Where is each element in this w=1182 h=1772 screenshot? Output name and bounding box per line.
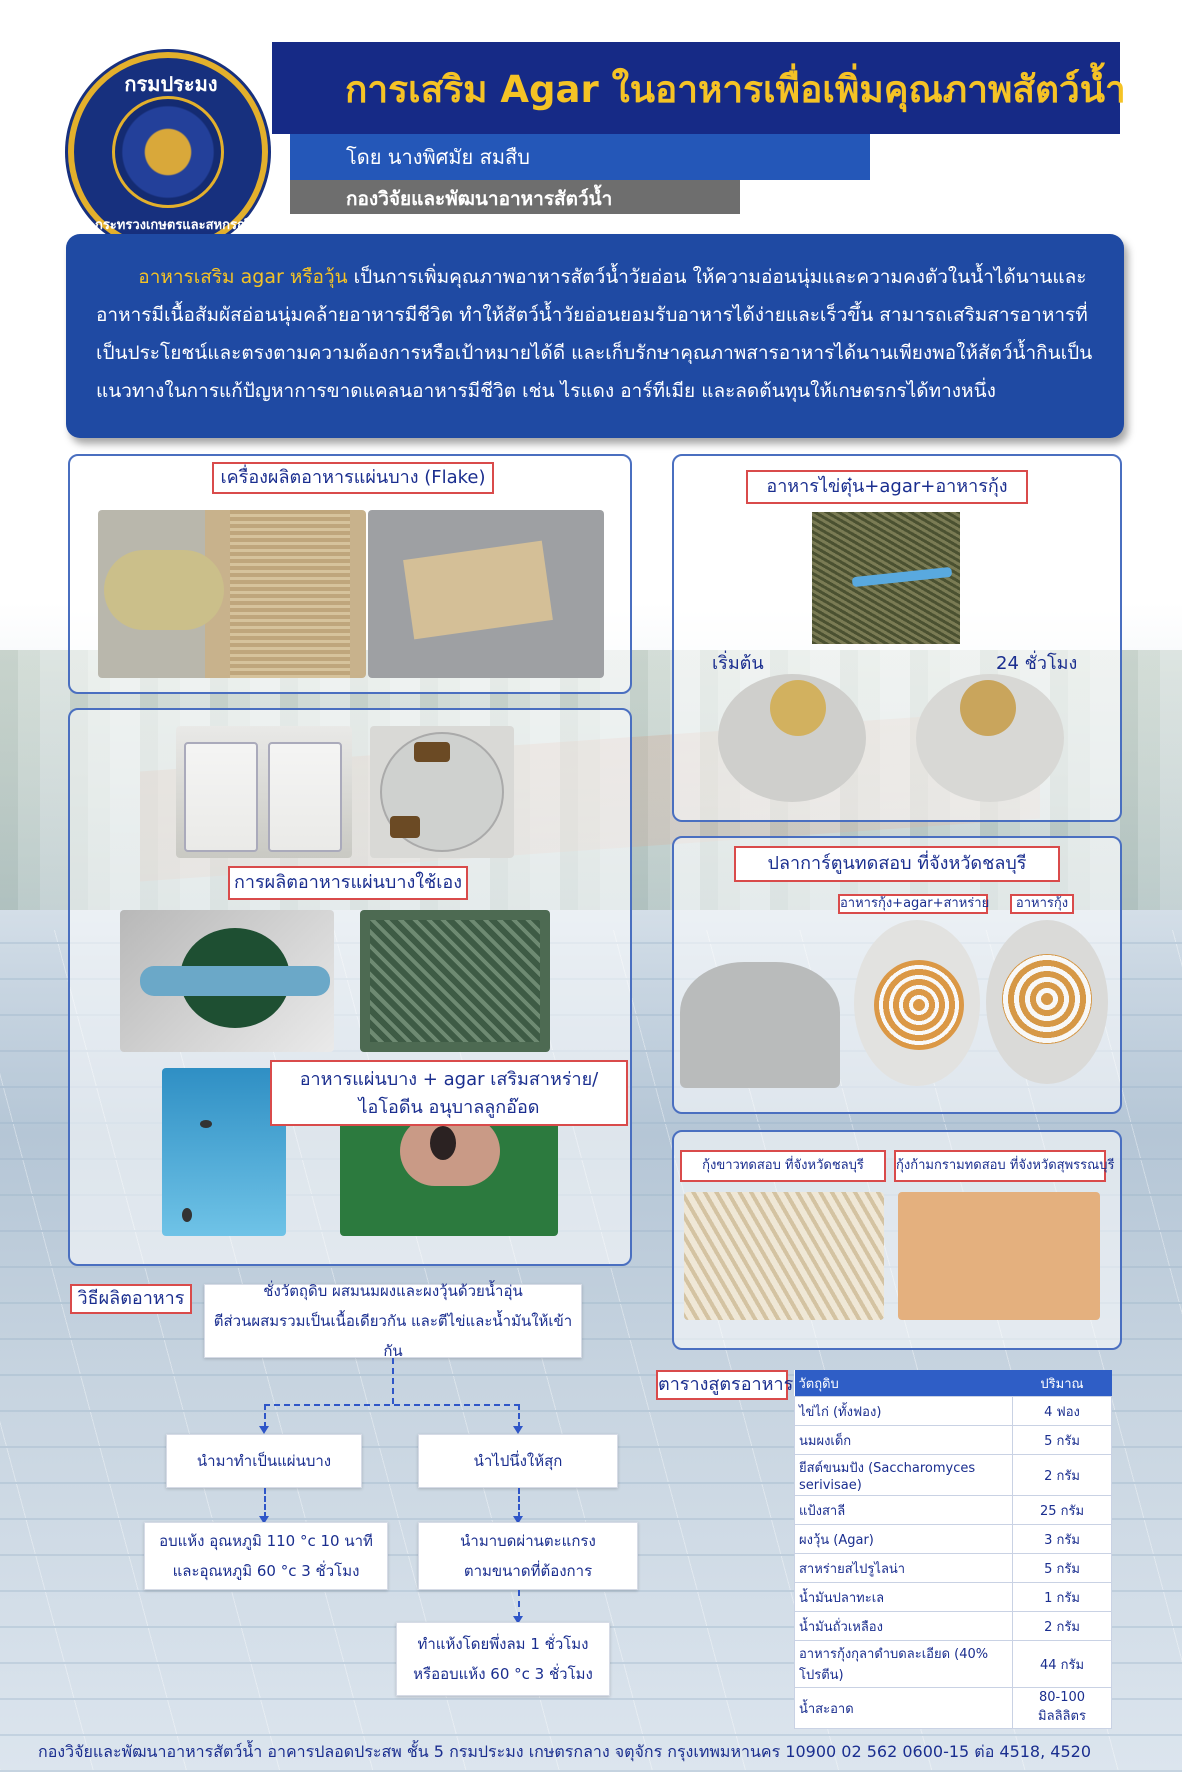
arrow-down-icon <box>513 1426 523 1434</box>
after-24h-dish-photo <box>916 674 1064 802</box>
recipe-ingredient: อาหารกุ้งกุลาดำบดละเอียด (40% โปรตีน) <box>795 1641 1013 1688</box>
shrimp-feed-label: อาหารกุ้ง <box>1010 894 1074 914</box>
recipe-amount: 5 กรัม <box>1013 1426 1112 1455</box>
egg-agar-feed-photo <box>812 512 960 644</box>
process-step-flake: นำมาทำเป็นแผ่นบาง <box>166 1434 362 1488</box>
process-step-oven-line1: อบแห้ง อุณหภูมิ 110 °c 10 นาที <box>159 1532 373 1550</box>
recipe-amount: 4 ฟอง <box>1013 1397 1112 1426</box>
recipe-ingredient: นมผงเด็ก <box>795 1426 1013 1455</box>
recipe-ingredient: น้ำมันปลาทะเล <box>795 1583 1013 1612</box>
author-name: โดย นางพิศมัย สมสืบ <box>346 145 530 169</box>
clownfish-agar-photo <box>854 920 980 1086</box>
department-of-fisheries-logo <box>68 52 268 252</box>
hours-caption: 24 ชั่วโมง <box>996 653 1078 674</box>
recipe-amount: 25 กรัม <box>1013 1496 1112 1525</box>
flake-sheet-photo <box>368 510 604 678</box>
recipe-ingredient: ผงวุ้น (Agar) <box>795 1525 1013 1554</box>
poster-title: การเสริม Agar ในอาหารเพื่อเพิ่มคุณภาพสัตว์น้ำ <box>345 68 1126 111</box>
clownfish-dish-photo <box>680 962 840 1088</box>
start-dish-photo <box>718 674 866 802</box>
connector-left <box>264 1404 266 1428</box>
recipe-amount: 5 กรัม <box>1013 1554 1112 1583</box>
recipe-row <box>795 1688 1112 1729</box>
tadpole-tank-photo <box>162 1068 286 1236</box>
giant-prawn-label: กุ้งก้ามกรามทดสอบ ที่จังหวัดสุพรรณบุรี <box>894 1150 1106 1182</box>
recipe-amount: 3 กรัม <box>1013 1525 1112 1554</box>
recipe-body <box>795 1397 1112 1729</box>
recipe-table-wrap <box>794 1370 1112 1729</box>
intro-paragraph <box>96 258 1098 410</box>
recipe-row <box>795 1612 1112 1641</box>
recipe-row <box>795 1496 1112 1525</box>
recipe-row <box>795 1641 1112 1688</box>
recipe-row <box>795 1397 1112 1426</box>
recipe-ingredient: แป้งสาลี <box>795 1496 1013 1525</box>
shrimp-agar-algae-label: อาหารกุ้ง+agar+สาหร่าย <box>838 894 988 914</box>
recipe-row <box>795 1525 1112 1554</box>
connector-right-3 <box>518 1590 520 1618</box>
recipe-header-row <box>795 1370 1112 1397</box>
footer-address: กองวิจัยและพัฒนาอาหารสัตว์น้ำ อาคารปลอดประสพ ชั้น 5 กรมประมง เกษตรกลาง จตุจักร กรุงเทพมหานคร 10900 02 562 0600-15 ต่อ 4518, 4520 <box>38 1742 1091 1761</box>
arrow-down-icon <box>259 1426 269 1434</box>
logo-emblem-icon <box>112 96 224 208</box>
recipe-amount: 44 กรัม <box>1013 1641 1112 1688</box>
recipe-col-ingredient: วัตถุดิบ <box>795 1370 1013 1397</box>
process-label: วิธีผลิตอาหาร <box>70 1284 192 1314</box>
connector-split <box>264 1404 520 1406</box>
giant-prawn-photo <box>898 1192 1100 1320</box>
process-step-dry <box>396 1622 610 1696</box>
clownfish-label: ปลาการ์ตูนทดสอบ ที่จังหวัดชลบุรี <box>734 846 1060 882</box>
logo-text-top: กรมประมง <box>124 72 218 96</box>
white-shrimp-photo <box>684 1192 884 1320</box>
connector-right-2 <box>518 1488 520 1518</box>
process-step-mix <box>204 1284 582 1358</box>
flake-agar-label: อาหารแผ่นบาง + agar เสริมสาหร่าย/ไอโอดีน อนุบาลลูกอ๊อด <box>270 1060 628 1126</box>
recipe-row <box>795 1583 1112 1612</box>
intro-body: เป็นการเพิ่มคุณภาพอาหารสัตว์น้ำวัยอ่อน ให้ความอ่อนนุ่มและความคงตัวในน้ำได้นานและอาหารมีเนื้อสัมผัสอ่อนนุ่มคล้ายอาหารมีชีวิต ทำให้สัตว์น้ำวัยอ่อนยอมรับอาหารได้ง่ายและเร็วขึ้น สามารถเสริมสารอาหารที่เป็นประโยชน์และตรงตามความต้องการหรือเป้าหมายได้ดี และเก็บรักษาคุณภาพสารอาหารได้นานเพียงพอให้สัตว์น้ำกินเป็นแนวทางในการแก้ปัญหาการขาดแคลนอาหารมีชีวิต เช่น ไรแดง อาร์ทีเมีย และลดต้นทุนให้เกษตรกรได้ทางหนึ่ง <box>96 266 1093 402</box>
process-step-steam: นำไปนึ่งให้สุก <box>418 1434 618 1488</box>
process-step-mix-line1: ชั่งวัตถุดิบ ผสมนมผงและผงวุ้นด้วยน้ำอุ่น <box>263 1282 523 1300</box>
recipe-ingredient: น้ำสะอาด <box>795 1688 1013 1729</box>
green-flake-photo <box>360 910 550 1052</box>
connector-down <box>392 1358 394 1404</box>
homemade-flake-label: การผลิตอาหารแผ่นบางใช้เอง <box>228 866 468 900</box>
recipe-ingredient: ไข่ไก่ (ทั้งฟอง) <box>795 1397 1013 1426</box>
flake-machine-photo <box>98 510 366 678</box>
recipe-amount: 80-100 มิลลิลิตร <box>1013 1688 1112 1729</box>
recipe-row <box>795 1455 1112 1496</box>
process-step-grind-line1: นำมาบดผ่านตะแกรง <box>460 1532 596 1550</box>
flake-machine-label: เครื่องผลิตอาหารแผ่นบาง (Flake) <box>212 462 494 494</box>
process-step-dry-line1: ทำแห้งโดยพึ่งลม 1 ชั่วโมง <box>417 1635 589 1653</box>
process-step-oven <box>144 1522 388 1590</box>
recipe-label: ตารางสูตรอาหาร <box>656 1370 788 1400</box>
white-shrimp-label: กุ้งขาวทดสอบ ที่จังหวัดชลบุรี <box>680 1150 886 1182</box>
start-caption: เริ่มต้น <box>712 653 764 674</box>
recipe-ingredient: น้ำมันถั่วเหลือง <box>795 1612 1013 1641</box>
recipe-ingredient: ยีสต์ขนมปัง (Saccharomyces serivisae) <box>795 1455 1013 1496</box>
process-step-dry-line2: หรืออบแห้ง 60 °c 3 ชั่วโมง <box>413 1665 593 1683</box>
recipe-amount: 2 กรัม <box>1013 1455 1112 1496</box>
recipe-row <box>795 1554 1112 1583</box>
egg-agar-label: อาหารไข่ตุ๋น+agar+อาหารกุ้ง <box>746 470 1028 504</box>
recipe-amount: 1 กรัม <box>1013 1583 1112 1612</box>
process-step-oven-line2: และอุณหภูมิ 60 °c 3 ชั่วโมง <box>172 1562 360 1580</box>
connector-left-2 <box>264 1488 266 1518</box>
agar-bowl-photo <box>370 726 514 858</box>
intro-highlight: อาหารเสริม agar หรือวุ้น <box>138 266 348 288</box>
rolling-pin-photo <box>120 910 334 1052</box>
recipe-ingredient: สาหร่ายสไปรูไลน่า <box>795 1554 1013 1583</box>
recipe-row <box>795 1426 1112 1455</box>
logo-text-bottom: กระทรวงเกษตรและสหกรณ์ <box>94 218 250 233</box>
process-step-grind <box>418 1522 638 1590</box>
clownfish-control-photo <box>986 920 1108 1084</box>
recipe-table <box>794 1370 1112 1729</box>
process-step-grind-line2: ตามขนาดที่ต้องการ <box>463 1562 593 1580</box>
recipe-col-amount: ปริมาณ <box>1013 1370 1112 1397</box>
agar-jars-photo <box>176 726 352 858</box>
department-name: กองวิจัยและพัฒนาอาหารสัตว์น้ำ <box>346 188 613 210</box>
recipe-amount: 2 กรัม <box>1013 1612 1112 1641</box>
connector-right <box>518 1404 520 1428</box>
process-step-mix-line2: ตีส่วนผสมรวมเป็นเนื้อเดียวกัน และตีไข่และน้ำมันให้เข้ากัน <box>213 1312 573 1360</box>
